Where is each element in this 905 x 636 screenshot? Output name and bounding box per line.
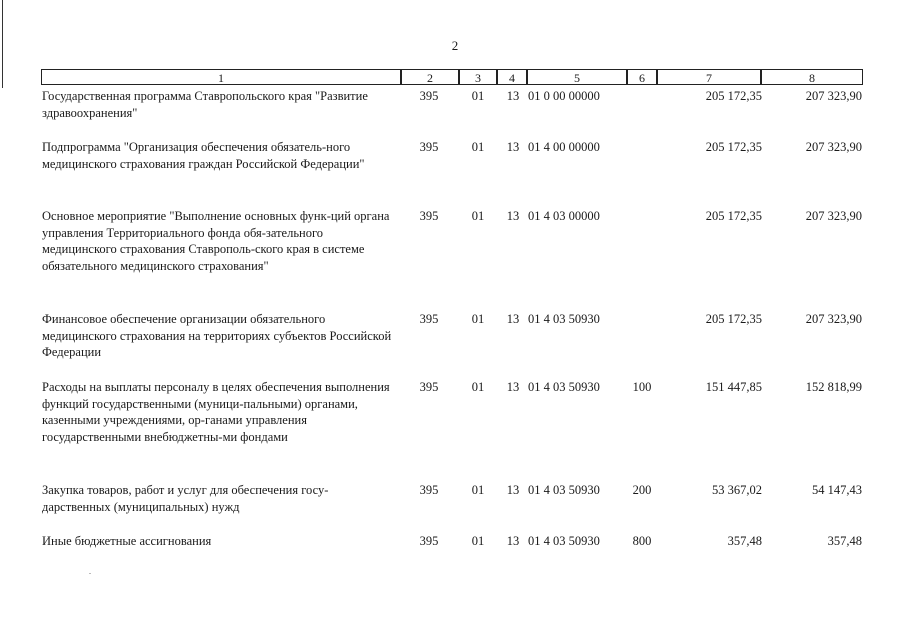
row-name: Государственная программа Ставропольского края "Развитие здравоохранения": [42, 89, 368, 120]
row-code-5: 01 4 00 00000: [528, 140, 600, 154]
row-code-4: 13: [506, 209, 520, 223]
row-amount-7: 205 172,35: [705, 209, 762, 223]
row-code-3: 01: [471, 534, 485, 548]
row-code-4: 13: [506, 534, 520, 548]
row-code-2: 395: [419, 380, 439, 394]
row-code-2: 395: [419, 534, 439, 548]
row-amount-7: 205 172,35: [705, 89, 762, 103]
row-amount-7: 205 172,35: [705, 140, 762, 154]
margin-rule: [2, 0, 3, 88]
row-code-2: 395: [419, 89, 439, 103]
row-code-5: 01 0 00 00000: [528, 89, 600, 103]
header-col-5: 5: [527, 69, 627, 85]
row-code-6: 100: [632, 380, 652, 394]
row-code-3: 01: [471, 380, 485, 394]
row-amount-8: 207 323,90: [805, 89, 862, 103]
row-amount-8: 152 818,99: [805, 380, 862, 394]
row-code-2: 395: [419, 483, 439, 497]
scan-speck: [89, 573, 91, 574]
row-amount-7: 151 447,85: [705, 380, 762, 394]
row-code-2: 395: [419, 140, 439, 154]
row-amount-8: 207 323,90: [805, 312, 862, 326]
header-col-7: 7: [657, 69, 761, 85]
row-amount-8: 54 147,43: [812, 483, 862, 497]
header-col-1: 1: [41, 69, 401, 85]
row-code-3: 01: [471, 89, 485, 103]
row-code-3: 01: [471, 140, 485, 154]
row-code-6: 200: [632, 483, 652, 497]
header-col-6: 6: [627, 69, 657, 85]
header-col-8: 8: [761, 69, 863, 85]
row-name: Финансовое обеспечение организации обязательного медицинского страхования на территориях субъектов Российской Федерации: [42, 312, 392, 359]
header-col-3: 3: [459, 69, 497, 85]
row-code-4: 13: [506, 483, 520, 497]
row-amount-8: 207 323,90: [805, 209, 862, 223]
row-code-5: 01 4 03 50930: [528, 380, 600, 394]
row-code-5: 01 4 03 50930: [528, 312, 600, 326]
page-number: 2: [451, 38, 459, 53]
row-amount-7: 53 367,02: [712, 483, 762, 497]
row-code-6: 800: [632, 534, 652, 548]
row-code-2: 395: [419, 209, 439, 223]
row-amount-7: 357,48: [727, 534, 762, 548]
row-name: Подпрограмма "Организация обеспечения обязатель-ного медицинского страхования граждан Российской Федерации": [42, 140, 365, 171]
header-col-2: 2: [401, 69, 459, 85]
row-code-5: 01 4 03 00000: [528, 209, 600, 223]
row-code-3: 01: [471, 209, 485, 223]
row-code-5: 01 4 03 50930: [528, 534, 600, 548]
row-code-4: 13: [506, 380, 520, 394]
row-name: Закупка товаров, работ и услуг для обеспечения госу-дарственных (муниципальных) нужд: [42, 483, 329, 514]
row-code-3: 01: [471, 483, 485, 497]
row-code-4: 13: [506, 140, 520, 154]
row-name: Расходы на выплаты персоналу в целях обеспечения выполнения функций государственными (муници-пальными) органами, казенными учреждениями, ор-ганами управления государственными внебюджетны-ми фондами: [42, 380, 390, 444]
row-amount-8: 207 323,90: [805, 140, 862, 154]
row-code-3: 01: [471, 312, 485, 326]
row-code-5: 01 4 03 50930: [528, 483, 600, 497]
row-amount-7: 205 172,35: [705, 312, 762, 326]
row-code-4: 13: [506, 89, 520, 103]
row-amount-8: 357,48: [827, 534, 862, 548]
row-name: Иные бюджетные ассигнования: [42, 534, 212, 548]
row-code-2: 395: [419, 312, 439, 326]
row-name: Основное мероприятие "Выполнение основных функ-ций органа управления Территориального фонда обя-зательного медицинского страхования Ставрополь-ского края в системе обязательного медицинского страхования": [42, 209, 390, 273]
header-col-4: 4: [497, 69, 527, 85]
row-code-4: 13: [506, 312, 520, 326]
